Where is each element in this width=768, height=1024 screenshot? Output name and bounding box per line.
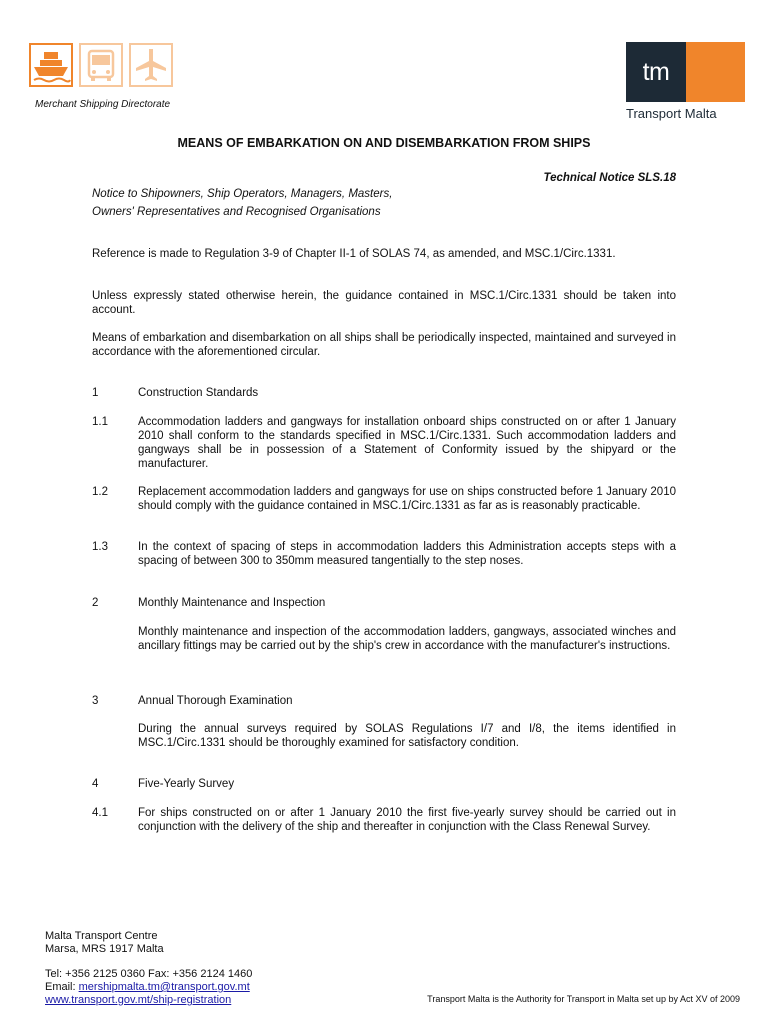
footer-address	[45, 930, 164, 956]
website-line	[45, 994, 252, 1007]
intro-paragraph: Means of embarkation and disembarkation on all ships shall be periodically inspected, maintained and surveyed in accordance with the aforementioned circular.	[92, 332, 676, 358]
footer-contacts	[45, 968, 252, 1007]
intro-paragraph: Unless expressly stated otherwise herein, the guidance contained in MSC.1/Circ.1331 should be taken into account.	[92, 290, 676, 316]
transport-malta-logo	[626, 42, 745, 121]
transport-mode-icons	[29, 43, 173, 87]
tel-fax: Tel: +356 2125 0360 Fax: +356 2124 1460	[45, 968, 253, 980]
notice-recipients	[92, 185, 392, 221]
subsection-number: 1.3	[92, 541, 108, 553]
email-link[interactable]: mershipmalta.tm@transport.gov.mt	[78, 981, 250, 993]
subsection-text: Accommodation ladders and gangways for installation onboard ships constructed on or after 1 January 2010 shall conform to the standards specified in MSC.1/Circ.1331. Such accommodation ladders and gangways shall be in possession of a Statement of Conformity issued by the shipyard or the manufacturer.	[138, 416, 676, 470]
notice-recipients-line1: Notice to Shipowners, Ship Operators, Managers, Masters,	[92, 188, 393, 200]
section-number: 1	[92, 387, 99, 399]
airplane-icon	[129, 43, 173, 87]
subsection-text: Replacement accommodation ladders and gangways for use on ships constructed before 1 January 2010 should comply with the guidance contained in MSC.1/Circ.1331 as far as is reasonably practicable.	[138, 486, 676, 512]
document-title: MEANS OF EMBARKATION ON AND DISEMBARKATION FROM SHIPS	[177, 136, 591, 150]
intro-paragraph: Reference is made to Regulation 3-9 of Chapter II-1 of SOLAS 74, as amended, and MSC.1/Circ.1331.	[92, 248, 616, 260]
section-heading: Five-Yearly Survey	[138, 778, 235, 790]
subsection-number: 4.1	[92, 807, 108, 819]
brand-name: Transport Malta	[626, 106, 717, 121]
section-number: 4	[92, 778, 99, 790]
subsection-number: 1.1	[92, 416, 108, 428]
logo-mark	[626, 42, 745, 102]
subsection-text: In the context of spacing of steps in accommodation ladders this Administration accepts steps with a spacing of between 300 to 350mm measured tangentially to the step noses.	[138, 541, 676, 567]
address-line: Marsa, MRS 1917 Malta	[45, 943, 164, 955]
section-number: 2	[92, 597, 99, 609]
section-heading: Monthly Maintenance and Inspection	[138, 597, 326, 609]
ship-icon	[29, 43, 73, 87]
address-line: Malta Transport Centre	[45, 930, 158, 942]
section-number: 3	[92, 695, 99, 707]
logo-orange-block	[686, 42, 745, 102]
authority-statement: Transport Malta is the Authority for Transport in Malta set up by Act XV of 2009	[427, 994, 740, 1004]
subsection-number: 1.2	[92, 486, 108, 498]
subsection-text: For ships constructed on or after 1 January 2010 the first five-yearly survey should be carried out in conjunction with the delivery of the ship and thereafter in conjunction with the Class Renewal Survey.	[138, 807, 676, 833]
website-link[interactable]: www.transport.gov.mt/ship-registration	[45, 994, 232, 1006]
section-heading: Annual Thorough Examination	[138, 695, 293, 707]
technical-notice-number: Technical Notice SLS.18	[543, 172, 676, 184]
bus-icon	[79, 43, 123, 87]
email-line	[45, 981, 252, 994]
email-label: Email:	[45, 981, 79, 993]
section-body: During the annual surveys required by SOLAS Regulations I/7 and I/8, the items identified in MSC.1/Circ.1331 should be thoroughly examined for satisfactory condition.	[138, 723, 676, 749]
notice-recipients-line2: Owners' Representatives and Recognised Organisations	[92, 206, 381, 218]
logo-initials: tm	[626, 42, 686, 102]
section-heading: Construction Standards	[138, 387, 259, 399]
section-body: Monthly maintenance and inspection of the accommodation ladders, gangways, associated winches and ancillary fittings may be carried out by the ship's crew in accordance with the manufacturer's instructions.	[138, 626, 676, 652]
directorate-label: Merchant Shipping Directorate	[35, 99, 171, 110]
